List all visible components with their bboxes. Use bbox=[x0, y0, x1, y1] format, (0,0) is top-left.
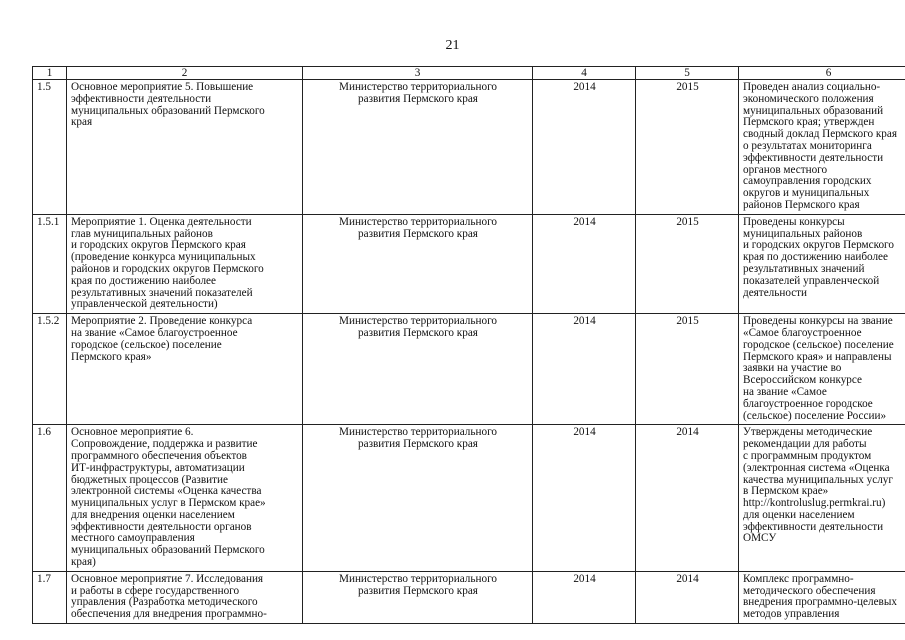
header-col-5: 5 bbox=[636, 67, 739, 80]
table-row bbox=[33, 425, 905, 572]
end-year: 2015 bbox=[636, 314, 739, 425]
page-number: 21 bbox=[445, 38, 460, 53]
measure-name: Основное мероприятие 7. Исследования и работы в сфере государственного управления (Разработка методического обеспечения для внедрения программно- bbox=[67, 571, 303, 623]
table-row bbox=[33, 571, 905, 623]
expected-result: Проведены конкурсы муниципальных районов и городских округов Пермского края по достижению наиболее результативных значений показателей управленческой деятельности bbox=[739, 214, 905, 313]
header-col-3: 3 bbox=[303, 67, 533, 80]
end-year: 2014 bbox=[636, 571, 739, 623]
start-year: 2014 bbox=[533, 571, 636, 623]
executor: Министерство территориального развития Пермского края bbox=[303, 314, 533, 425]
executor: Министерство территориального развития Пермского края bbox=[303, 214, 533, 313]
header-col-2: 2 bbox=[67, 67, 303, 80]
header-col-4: 4 bbox=[533, 67, 636, 80]
expected-result: Комплекс программно- методического обеспечения внедрения программно-целевых методов управления bbox=[739, 571, 905, 623]
expected-result: Утверждены методические рекомендации для работы с программным продуктом (электронная система «Оценка качества муниципальных услуг в Пермском крае» http://kontroluslug.permkrai.ru) для оценки населением эффективности деятельности ОМСУ bbox=[739, 425, 905, 572]
executor: Министерство территориального развития Пермского края bbox=[303, 80, 533, 215]
start-year: 2014 bbox=[533, 425, 636, 572]
row-number: 1.7 bbox=[33, 571, 67, 623]
header-col-1: 1 bbox=[33, 67, 67, 80]
measure-name: Мероприятие 2. Проведение конкурса на звание «Самое благоустроенное городское (сельское) поселение Пермского края» bbox=[67, 314, 303, 425]
executor: Министерство территориального развития Пермского края bbox=[303, 425, 533, 572]
executor: Министерство территориального развития Пермского края bbox=[303, 571, 533, 623]
row-number: 1.6 bbox=[33, 425, 67, 572]
measure-name: Мероприятие 1. Оценка деятельности глав муниципальных районов и городских округов Пермского края (проведение конкурса муниципальных районов и городских округов Пермского края по достижению наиболее результативных значений показателей управленческой деятельности) bbox=[67, 214, 303, 313]
row-number: 1.5 bbox=[33, 80, 67, 215]
start-year: 2014 bbox=[533, 314, 636, 425]
expected-result: Проведены конкурсы на звание «Самое благоустроенное городское (сельское) поселение Пермского края» и направлены заявки на участие во Всероссийском конкурсе на звание «Самое благоустроенное городское (сельское) поселение России» bbox=[739, 314, 905, 425]
start-year: 2014 bbox=[533, 214, 636, 313]
measure-name: Основное мероприятие 5. Повышение эффективности деятельности муниципальных образований Пермского края bbox=[67, 80, 303, 215]
header-col-6: 6 bbox=[739, 67, 905, 80]
expected-result: Проведен анализ социально- экономического положения муниципальных образований Пермского края; утвержден сводный доклад Пермского края о результатах мониторинга эффективности деятельности органов местного самоуправления городских округов и муниципальных районов Пермского края bbox=[739, 80, 905, 215]
header-row bbox=[33, 67, 905, 80]
table-row bbox=[33, 214, 905, 313]
start-year: 2014 bbox=[533, 80, 636, 215]
end-year: 2015 bbox=[636, 214, 739, 313]
table-row bbox=[33, 314, 905, 425]
measure-name: Основное мероприятие 6. Сопровождение, поддержка и развитие программного обеспечения объектов ИТ-инфраструктуры, автоматизации бюджетных процессов (Развитие электронной системы «Оценка качества муниципальных услуг в Пермском крае» для внедрения оценки населением эффективности деятельности органов местного самоуправления муниципальных образований Пермского края) bbox=[67, 425, 303, 572]
table-row bbox=[33, 80, 905, 215]
measures-table bbox=[32, 66, 905, 624]
end-year: 2015 bbox=[636, 80, 739, 215]
row-number: 1.5.1 bbox=[33, 214, 67, 313]
end-year: 2014 bbox=[636, 425, 739, 572]
row-number: 1.5.2 bbox=[33, 314, 67, 425]
